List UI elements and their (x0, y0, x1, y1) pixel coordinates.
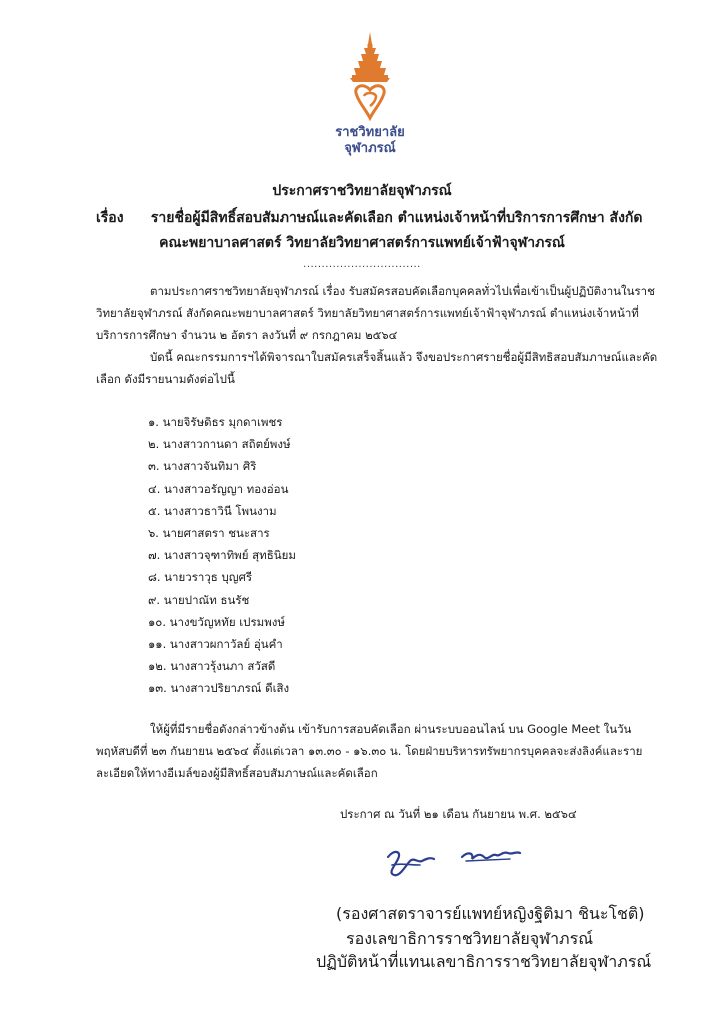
candidate-item: ๙. นายปาณัท ธนรัช (148, 592, 250, 607)
candidate-item: ๔. นางสาวอรัญญา ทองอ่อน (148, 481, 289, 496)
dotted-divider: ................................ (303, 259, 421, 270)
signer-position-2: ปฏิบัติหน้าที่แทนเลขาธิการราชวิทยาลัยจุฬาภรณ์ (316, 952, 652, 971)
paragraph-3-text: ให้ผู้ที่มีรายชื่อดังกล่าวข้างต้น เข้ารับการสอบคัดเลือก ผ่านระบบออนไลน์ บน Google Meet ในวันพฤหัสบดีที่ ๒๓ กันยายน ๒๕๖๔ ตั้งแต่เวลา ๑๓.๓๐ - ๑๖.๓๐ น. โดยฝ่ายบริหารทรัพยากรบุคคลจะส่งลิงค์และรายละเอียดให้ทางอีเมล์ของผู้มีสิทธิ์สอบสัมภาษณ์และคัดเลือก (96, 722, 643, 780)
handwritten-signature (380, 843, 530, 883)
document-title: ประกาศราชวิทยาลัยจุฬาภรณ์ (272, 183, 452, 199)
candidate-item: ๗. นางสาวจุฑาทิพย์ สุทธินิยม (148, 548, 296, 563)
subject-line-1 (96, 207, 643, 229)
candidate-item: ๖. นายศาสตรา ชนะสาร (148, 525, 270, 540)
paragraph-1 (96, 280, 666, 346)
candidate-item: ๑๓. นางสาวปริยาภรณ์ ดีเสิง (148, 681, 290, 696)
candidate-item: ๑๒. นางสาวรุ้งนภา สวัสดี (148, 659, 276, 674)
subject-text-2: คณะพยาบาลศาสตร์ วิทยาลัยวิทยาศาสตร์การแพทย์เจ้าฟ้าจุฬาภรณ์ (159, 235, 565, 251)
signer-position-1: รองเลขาธิการราชวิทยาลัยจุฬาภรณ์ (346, 929, 594, 948)
candidate-item: ๘. นายวราวุธ บุญศรี (148, 570, 253, 585)
signer-name: (รองศาสตราจารย์แพทย์หญิงฐิติมา ชินะโชติ) (336, 904, 645, 923)
paragraph-2-text: บัดนี้ คณะกรรมการฯได้พิจารณาใบสมัครเสร็จสิ้นแล้ว จึงขอประกาศรายชื่อผู้มีสิทธิสอบสัมภาษณ์และคัดเลือก ดังมีรายนามดังต่อไปนี้ (96, 350, 658, 386)
candidate-item: ๑๐. นางขวัญหทัย เปรมพงษ์ (148, 614, 286, 629)
candidate-item: ๑๑. นางสาวผกาวัลย์ อุ่นคำ (148, 636, 283, 651)
logo-text-line2: จุฬาภรณ์ (344, 141, 396, 156)
announcement-date: ประกาศ ณ วันที่ ๒๑ เดือน กันยายน พ.ศ. ๒๕๖๔ (340, 807, 577, 821)
candidate-item: ๒. นางสาวกานดา สถิตย์พงษ์ (148, 437, 291, 452)
crown-emblem-icon (340, 30, 400, 125)
paragraph-2 (96, 346, 666, 390)
candidate-item: ๓. นางสาวจันทิมา ศิริ (148, 459, 257, 474)
logo-text-line1: ราชวิทยาลัย (335, 125, 405, 140)
institution-logo (330, 30, 410, 170)
paragraph-1-text: ตามประกาศราชวิทยาลัยจุฬาภรณ์ เรื่อง รับสมัครสอบคัดเลือกบุคคลทั่วไปเพื่อเข้าเป็นผู้ปฏิบัติงานในราชวิทยาลัยจุฬาภรณ์ สังกัดคณะพยาบาลศาสตร์ วิทยาลัยวิทยาศาสตร์การแพทย์เจ้าฟ้าจุฬาภรณ์ ตำแหน่งเจ้าหน้าที่บริการการศึกษา จำนวน ๒ อัตรา ลงวันที่ ๙ กรกฎาคม ๒๕๖๔ (96, 284, 655, 342)
subject-label: เรื่อง (96, 210, 124, 226)
candidate-item: ๑. นายจิรัษดิธร มุกดาเพชร (148, 415, 283, 429)
subject-text-1: รายชื่อผู้มีสิทธิ์สอบสัมภาษณ์และคัดเลือก ตำแหน่งเจ้าหน้าที่บริการการศึกษา สังกัด (150, 210, 643, 226)
candidate-list (148, 411, 296, 699)
candidate-item: ๕. นางสาวธาวินี โพนงาม (148, 503, 277, 518)
paragraph-3 (96, 718, 666, 784)
